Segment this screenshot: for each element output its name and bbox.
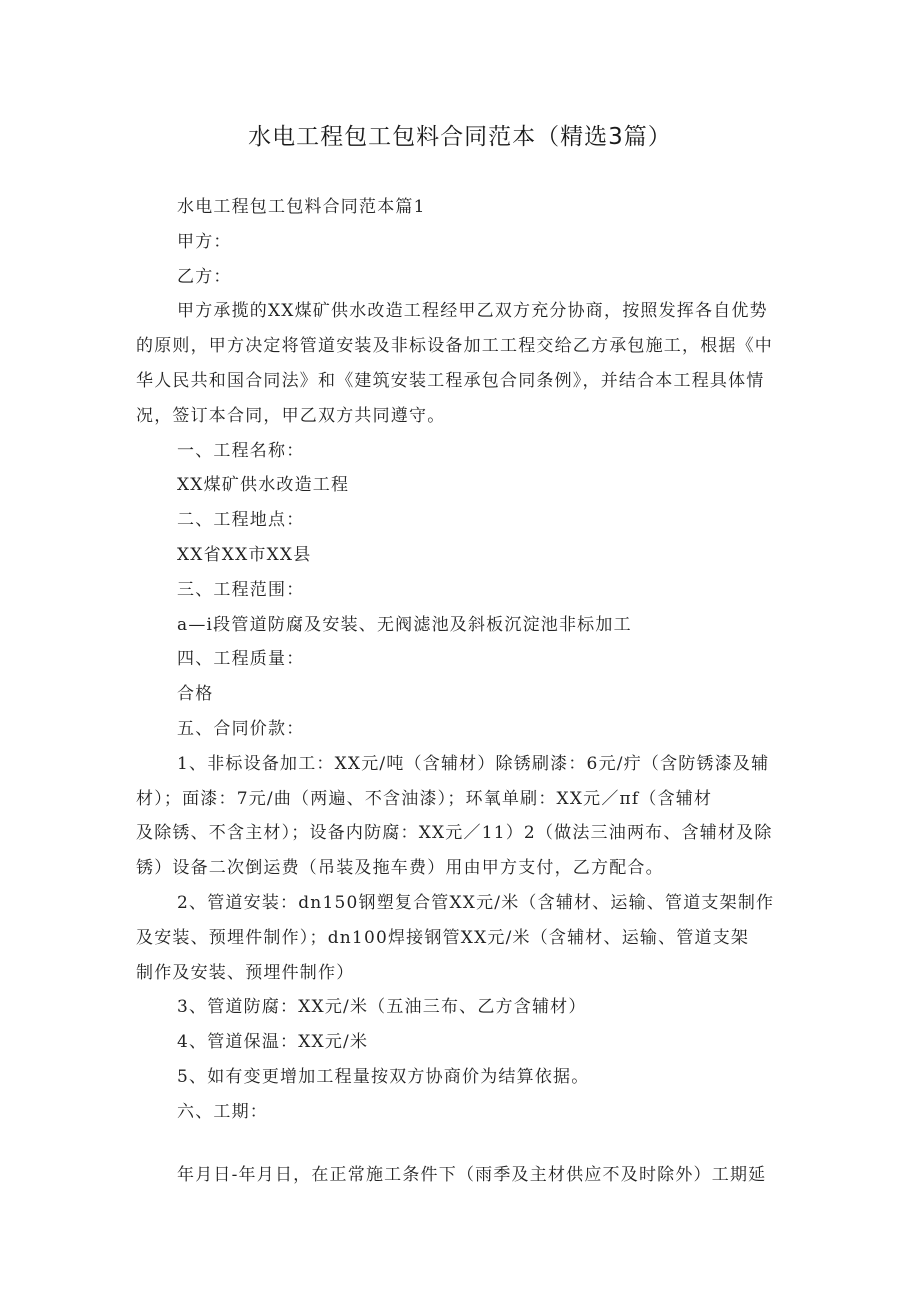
- project-name-value: XX煤矿供水改造工程: [177, 475, 350, 496]
- price-item-2: [136, 886, 788, 990]
- intro-line: 况，签订本合同，甲乙双方共同遵守。: [136, 405, 446, 426]
- price-item-4: 4、管道保温：XX元/米: [177, 1032, 369, 1053]
- price-line: 材）；面漆：7元/曲（两遍、不含油漆）；环氧单刷：XX元／πf（含辅材: [136, 788, 713, 809]
- price-line: 及除锈、不含主材）；设备内防腐：XX元／11）2（做法三油两布、含辅材及除: [136, 823, 773, 844]
- construction-period-heading: 六、工期：: [177, 1101, 268, 1122]
- construction-period-text: 年月日-年月日，在正常施工条件下（雨季及主材供应不及时除外）工期延: [177, 1164, 767, 1185]
- project-scope-value: a—i段管道防腐及安装、无阀滤池及斜板沉淀池非标加工: [177, 614, 632, 635]
- party-b-label: 乙方：: [177, 266, 232, 287]
- intro-line: 华人民共和国合同法》和《建筑安装工程承包合同条例》，并结合本工程具体情: [136, 370, 765, 391]
- intro-line: 甲方承揽的XX煤矿供水改造工程经甲乙双方充分协商，按照发挥各自优势: [177, 301, 768, 322]
- project-scope-heading: 三、工程范围：: [177, 579, 305, 600]
- price-item-1: [136, 747, 788, 886]
- project-location-value: XX省XX市XX县: [177, 544, 312, 565]
- price-line: 及安装、预埋件制作）；dn100焊接钢管XX元/米（含辅材、运输、管道支架: [136, 927, 750, 948]
- price-line: 制作及安装、预埋件制作）: [136, 962, 355, 983]
- project-quality-heading: 四、工程质量：: [177, 649, 305, 670]
- price-item-3: 3、管道防腐：XX元/米（五油三布、乙方含辅材）: [177, 997, 587, 1018]
- party-a-label: 甲方：: [177, 231, 232, 252]
- price-item-5: 5、如有变更增加工程量按双方协商价为结算依据。: [177, 1066, 590, 1087]
- price-line: 2、管道安装：dn150钢塑复合管XX元/米（含辅材、运输、管道支架制作: [177, 892, 775, 913]
- intro-paragraph: [136, 294, 788, 433]
- price-line: 1、非标设备加工：XX元/吨（含辅材）除锈刷漆：6元/疔（含防锈漆及辅: [177, 753, 770, 774]
- project-quality-value: 合格: [177, 684, 214, 705]
- contract-price-heading: 五、合同价款：: [177, 718, 305, 739]
- project-location-heading: 二、工程地点：: [177, 510, 305, 531]
- price-line: 锈）设备二次倒运费（吊装及拖车费）用由甲方支付，乙方配合。: [136, 858, 664, 879]
- document-body: [136, 190, 788, 1192]
- project-name-heading: 一、工程名称：: [177, 440, 305, 461]
- intro-line: 的原则，甲方决定将管道安装及非标设备加工工程交给乙方承包施工，根据《中: [136, 336, 773, 357]
- section-heading: 水电工程包工包料合同范本篇1: [177, 197, 426, 217]
- document-title: 水电工程包工包料合同范本（精选3篇）: [248, 124, 672, 150]
